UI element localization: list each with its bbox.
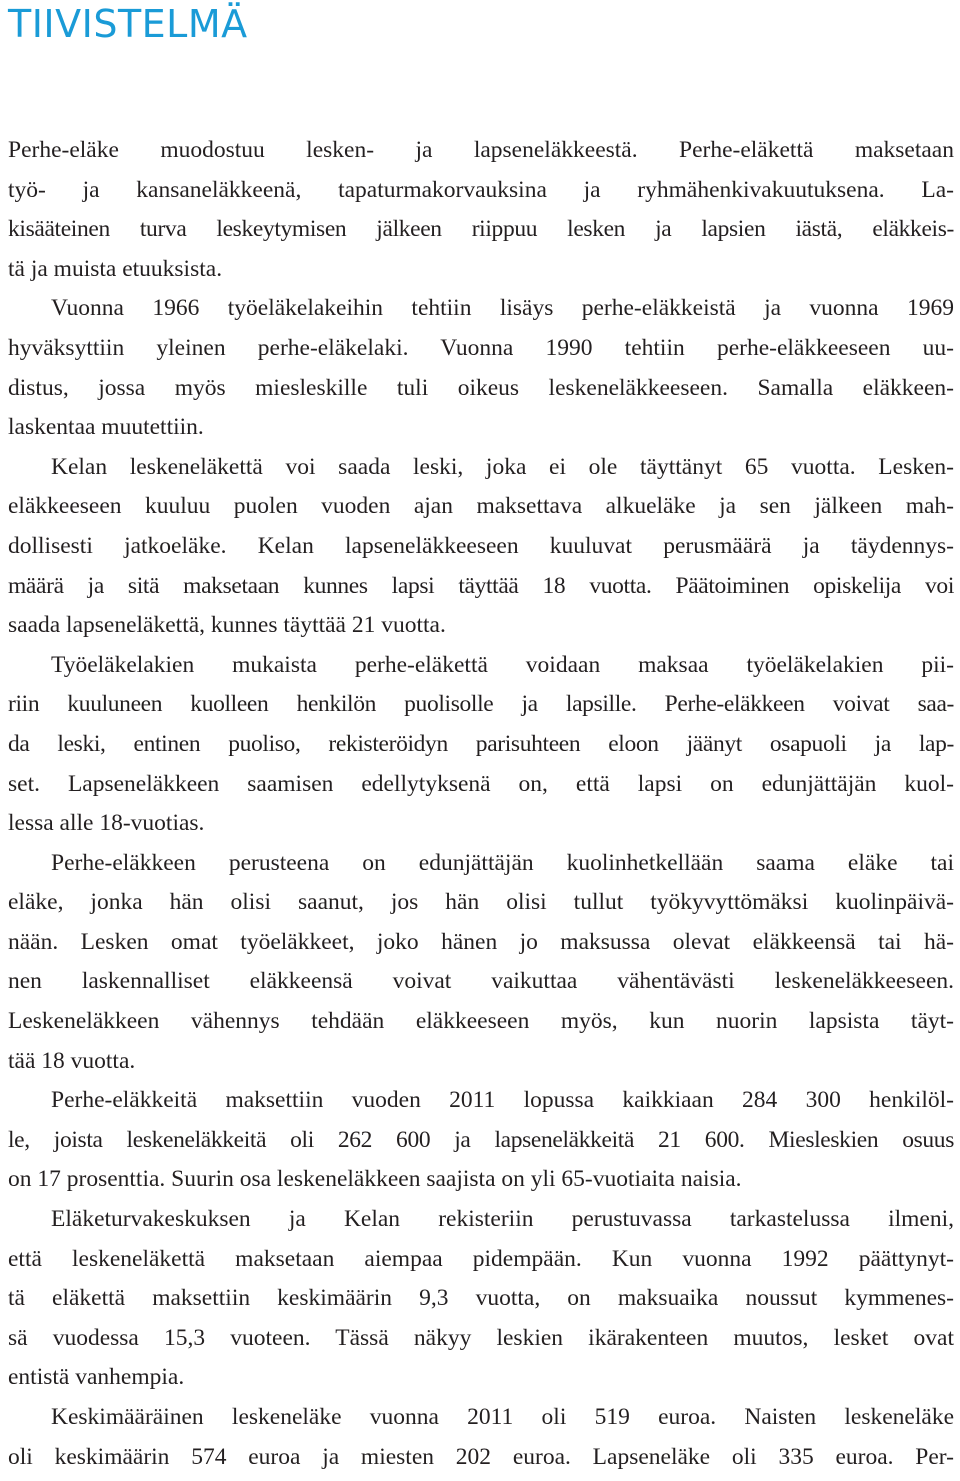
- text-line: tää 18 vuotta.: [8, 1047, 136, 1074]
- text-line: Perhe-eläkkeitä maksettiin vuoden 2011 lopussa kaikkiaan 284 300 henkilöl-: [51, 1087, 954, 1114]
- paragraph: [8, 1200, 954, 1398]
- text-line: da leski, entinen puoliso, rekisteröidyn parisuhteen eloon jäänyt osapuoli ja lap-: [8, 730, 954, 757]
- text-line: Keskimääräinen leskeneläke vuonna 2011 oli 519 euroa. Naisten leskeneläke: [51, 1404, 954, 1430]
- text-line: Leskeneläkkeen vähennys tehdään eläkkeeseen myös, kun nuorin lapsista täyt-: [8, 1008, 954, 1035]
- paragraph: [8, 289, 954, 447]
- text-line: on 17 prosenttia. Suurin osa leskeneläkkeen saajista on yli 65-vuotiaita naisia.: [8, 1166, 742, 1193]
- text-line: entistä vanhempia.: [8, 1364, 185, 1391]
- text-line: Perhe-eläkkeen perusteena on edunjättäjän kuolinhetkellään saama eläke tai: [51, 849, 954, 876]
- text-line: sä vuodessa 15,3 vuoteen. Tässä näkyy leskien ikärakenteen muutos, lesket ovat: [8, 1324, 954, 1351]
- text-line: Eläketurvakeskuksen ja Kelan rekisteriin perustuvassa tarkastelussa ilmeni,: [51, 1206, 954, 1233]
- text-line: set. Lapseneläkkeen saamisen edellytyksenä on, että lapsi on edunjättäjän kuol-: [8, 770, 954, 797]
- text-line: hyväksyttiin yleinen perhe-eläkelaki. Vuonna 1990 tehtiin perhe-eläkkeeseen uu-: [8, 334, 954, 361]
- text-line: lessa alle 18-vuotias.: [8, 810, 205, 837]
- text-line: eläke, jonka hän olisi saanut, jos hän olisi tullut työkyvyttömäksi kuolinpäivä-: [8, 889, 954, 916]
- text-line: nen laskennalliset eläkkeensä voivat vaikuttaa vähentävästi leskeneläkkeeseen.: [8, 968, 954, 995]
- text-line: työ- ja kansaneläkkeenä, tapaturmakorvauksina ja ryhmähenkivakuutuksena. La-: [8, 176, 954, 203]
- paragraph: [8, 844, 954, 1082]
- text-line: saada lapseneläkettä, kunnes täyttää 21 vuotta.: [8, 612, 446, 639]
- paragraph: [8, 1398, 954, 1477]
- text-line: dollisesti jatkoeläke. Kelan lapseneläkkeeseen kuuluvat perusmäärä ja täydennys-: [8, 532, 954, 559]
- summary-text: [8, 131, 954, 1477]
- paragraph: [8, 131, 954, 289]
- text-line: kisääteinen turva leskeytymisen jälkeen riippuu lesken ja lapsien iästä, eläkkeis-: [8, 216, 954, 243]
- text-line: Perhe-eläke muodostuu lesken- ja lapseneläkkeestä. Perhe-eläkettä maksetaan: [8, 137, 954, 163]
- text-line: määrä ja sitä maksetaan kunnes lapsi täyttää 18 vuotta. Päätoiminen opiskelija voi: [8, 572, 954, 599]
- text-line: eläkkeeseen kuuluu puolen vuoden ajan maksettava alkueläke ja sen jälkeen mah-: [8, 493, 954, 520]
- paragraph: [8, 1081, 954, 1200]
- text-line: le, joista leskeneläkkeitä oli 262 600 ja lapseneläkkeitä 21 600. Miesleskien osuus: [8, 1126, 954, 1153]
- text-line: distus, jossa myös miesleskille tuli oikeus leskeneläkkeeseen. Samalla eläkkeen-: [8, 374, 954, 401]
- paragraph: [8, 646, 954, 844]
- text-line: Työeläkelakien mukaista perhe-eläkettä voidaan maksaa työeläkelakien pii-: [51, 651, 954, 678]
- page-title: TIIVISTELMÄ: [8, 2, 248, 46]
- text-line: Vuonna 1966 työeläkelakeihin tehtiin lisäys perhe-eläkkeistä ja vuonna 1969: [51, 295, 954, 322]
- text-line: nään. Lesken omat työeläkkeet, joko hänen jo maksussa olevat eläkkeensä tai hä-: [8, 928, 954, 955]
- text-line: oli keskimäärin 574 euroa ja miesten 202 euroa. Lapseneläke oli 335 euroa. Per-: [8, 1443, 954, 1470]
- text-line: riin kuuluneen kuolleen henkilön puolisolle ja lapsille. Perhe-eläkkeen voivat saa-: [8, 691, 954, 718]
- text-line: että leskeneläkettä maksetaan aiempaa pidempään. Kun vuonna 1992 päättynyt-: [8, 1245, 954, 1272]
- text-line: laskentaa muutettiin.: [8, 414, 204, 441]
- text-line: Kelan leskeneläkettä voi saada leski, joka ei ole täyttänyt 65 vuotta. Lesken-: [51, 453, 954, 480]
- paragraph: [8, 448, 954, 646]
- text-line: tä eläkettä maksettiin keskimäärin 9,3 vuotta, on maksuaika noussut kymmenes-: [8, 1285, 954, 1312]
- text-line: tä ja muista etuuksista.: [8, 255, 223, 282]
